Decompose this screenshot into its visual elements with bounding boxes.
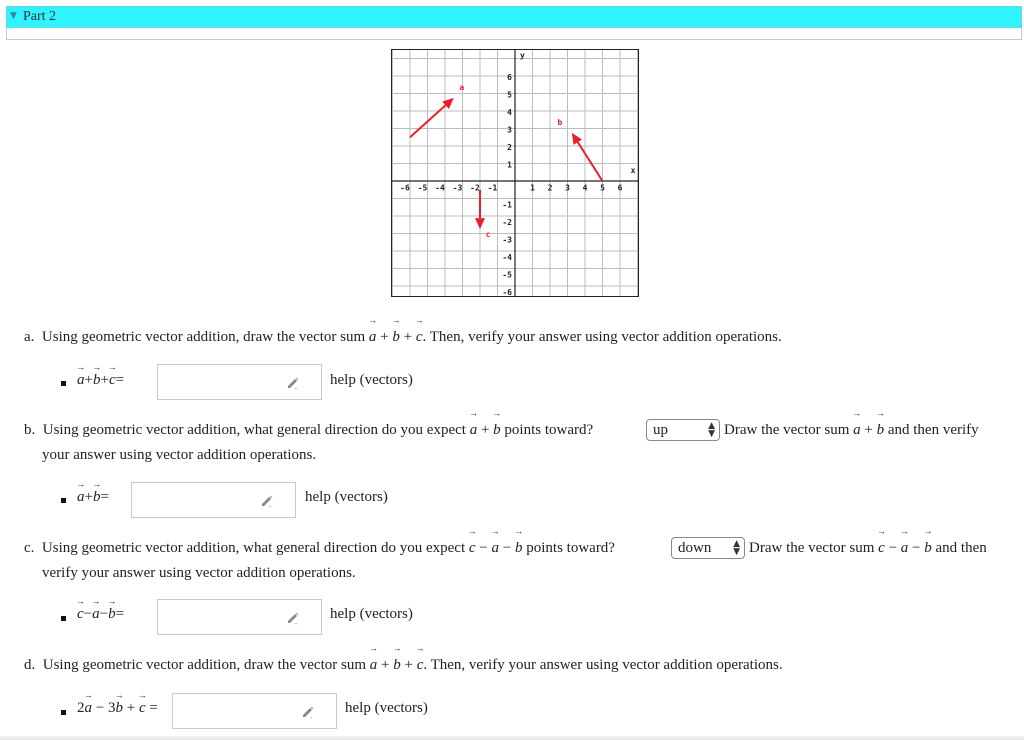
vec-a: → a — [92, 606, 100, 623]
vec-a: → a — [853, 418, 861, 442]
y-tick-label: 3 — [507, 125, 512, 135]
question-a-prefix: a. — [24, 329, 35, 345]
vec-b: → b — [493, 418, 501, 442]
question-b-prefix: b. — [24, 422, 36, 438]
help-link-a[interactable]: help (vectors) — [330, 372, 413, 388]
y-tick-label: -1 — [502, 200, 512, 210]
vec-b: → b — [393, 653, 401, 677]
vector-b-label: b — [557, 117, 563, 127]
op: = — [100, 489, 109, 505]
question-b — [24, 418, 593, 442]
y-tick-label: 6 — [507, 73, 512, 82]
op: − — [502, 540, 512, 556]
op: − — [479, 540, 488, 556]
y-tick-label: -4 — [502, 253, 512, 262]
op: − — [99, 606, 109, 622]
vec-c: → c — [139, 700, 146, 717]
coef: 3 — [107, 700, 116, 716]
pencil-icon[interactable] — [300, 703, 316, 719]
question-c-text-2: points toward? — [522, 540, 615, 556]
vec-b: → b — [93, 489, 101, 506]
vec-a: → a — [77, 489, 85, 506]
vector-c-label: c — [485, 230, 491, 240]
y-tick-label: -6 — [502, 288, 512, 297]
question-d — [24, 653, 783, 677]
answer-d-label — [77, 700, 158, 717]
direction-select-b[interactable] — [646, 419, 720, 441]
select-arrows-icon: ▲ ▼ — [708, 421, 715, 439]
help-link-c[interactable]: help (vectors) — [330, 606, 413, 622]
bullet — [61, 710, 66, 715]
y-tick-label: 5 — [507, 90, 512, 100]
op: − — [95, 700, 105, 716]
x-tick-label: -5 — [417, 183, 428, 193]
part-body — [6, 28, 1022, 40]
x-tick-label: -4 — [435, 183, 445, 193]
vec-a: → a — [370, 653, 378, 677]
vec-c: → c — [416, 325, 423, 349]
help-link-b[interactable]: help (vectors) — [305, 489, 388, 505]
op: = — [115, 372, 125, 388]
question-c-prefix: c. — [24, 540, 35, 556]
y-tick-label: 2 — [507, 143, 512, 152]
answer-b-input[interactable] — [131, 482, 296, 518]
y-tick-label: 4 — [507, 108, 512, 117]
help-link-d[interactable]: help (vectors) — [345, 700, 428, 716]
op: + — [404, 657, 413, 673]
y-axis-label: y — [520, 51, 525, 60]
question-a-text-2: . Then, verify your answer using vector addition operations. — [422, 329, 782, 345]
vector-graph-svg — [391, 49, 639, 297]
part-header[interactable] — [6, 6, 1022, 28]
vec-a: → a — [470, 418, 478, 442]
op: + — [84, 489, 93, 505]
pencil-icon[interactable] — [259, 492, 275, 508]
question-c — [24, 536, 615, 560]
bullet — [61, 616, 66, 621]
vec-a: → a — [85, 700, 93, 717]
op: + — [100, 372, 109, 388]
x-tick-label: -3 — [452, 183, 463, 193]
pencil-icon[interactable] — [285, 609, 301, 625]
question-c-instruction — [749, 536, 987, 560]
x-tick-label: 5 — [600, 183, 605, 193]
answer-c-label — [77, 606, 124, 623]
y-tick-label: -2 — [502, 218, 512, 227]
question-c-text-1: Using geometric vector addition, what general direction do you expect — [41, 540, 469, 556]
y-tick-label: -3 — [502, 235, 512, 245]
op: + — [381, 657, 390, 673]
vec-c: → c — [109, 372, 116, 389]
question-b-text-4: and then verify — [884, 422, 979, 438]
bottom-edge — [0, 736, 1024, 740]
op: + — [380, 329, 389, 345]
x-axis-label: x — [630, 166, 636, 175]
direction-select-c-value: down — [678, 540, 712, 556]
question-c-text-3: Draw the vector sum — [749, 540, 879, 556]
direction-select-b-value: up — [653, 422, 668, 438]
select-arrows-icon: ▲ ▼ — [733, 539, 740, 557]
collapse-caret-icon[interactable]: ▼ — [10, 11, 17, 21]
question-a — [24, 325, 782, 349]
vector-graph — [391, 49, 639, 297]
question-b-text-3: Draw the vector sum — [724, 422, 854, 438]
coef: 2 — [77, 700, 85, 716]
vec-c: → c — [417, 653, 424, 677]
x-tick-label: -6 — [400, 183, 410, 193]
vec-c: → c — [469, 536, 476, 560]
vec-a: → a — [369, 325, 377, 349]
op: + — [480, 422, 490, 438]
vec-a: → a — [77, 372, 85, 389]
x-tick-label: -1 — [487, 183, 498, 193]
y-tick-label: 1 — [507, 160, 512, 170]
question-b-text-2: points toward? — [500, 422, 594, 438]
question-c-text-4: and then — [931, 540, 987, 556]
vec-b: → b — [924, 536, 932, 560]
op: + — [403, 329, 413, 345]
x-tick-label: 3 — [565, 183, 570, 193]
op: + — [864, 422, 873, 438]
question-d-prefix: d. — [24, 657, 36, 673]
question-b-text-1: Using geometric vector addition, what general direction do you expect — [42, 422, 470, 438]
op: − — [912, 540, 921, 556]
pencil-icon[interactable] — [285, 374, 301, 390]
question-c-text-5: verify your answer using vector addition operations. — [42, 565, 356, 581]
vec-b: → b — [392, 325, 400, 349]
vec-a: → a — [901, 536, 909, 560]
vec-b: → b — [108, 606, 116, 623]
question-d-text-1: Using geometric vector addition, draw the vector sum — [42, 657, 370, 673]
vector-a-label: a — [459, 82, 465, 92]
op: − — [83, 606, 93, 622]
x-tick-label: 4 — [582, 183, 588, 193]
answer-a-label — [77, 372, 124, 389]
x-tick-label: 1 — [530, 183, 535, 193]
direction-select-c[interactable] — [671, 537, 745, 559]
question-a-text-1: Using geometric vector addition, draw the vector sum — [41, 329, 369, 345]
x-tick-label: 6 — [617, 183, 623, 193]
answer-c-input[interactable] — [157, 599, 322, 635]
vec-c: → c — [878, 536, 885, 560]
question-d-text-2: . Then, verify your answer using vector addition operations. — [423, 657, 783, 673]
question-b-text-5: your answer using vector addition operations. — [42, 447, 317, 463]
vec-b: → b — [115, 700, 123, 717]
vec-b: → b — [877, 418, 885, 442]
op: − — [888, 540, 898, 556]
answer-d-input[interactable] — [172, 693, 337, 729]
vec-a: → a — [492, 536, 500, 560]
op: = — [115, 606, 125, 622]
vec-b: → b — [93, 372, 101, 389]
op: = — [149, 700, 158, 716]
answer-b-label — [77, 489, 109, 506]
question-b-instruction — [724, 418, 979, 442]
part-title: Part 2 — [23, 9, 57, 24]
answer-a-input[interactable] — [157, 364, 322, 400]
y-tick-label: -5 — [502, 270, 512, 280]
vec-b: → b — [515, 536, 523, 560]
x-tick-label: 2 — [547, 183, 553, 193]
op: + — [126, 700, 136, 716]
bullet — [61, 498, 66, 503]
vec-c: → c — [77, 606, 84, 623]
x-tick-label: -2 — [470, 183, 480, 193]
op: + — [84, 372, 93, 388]
bullet — [61, 381, 66, 386]
